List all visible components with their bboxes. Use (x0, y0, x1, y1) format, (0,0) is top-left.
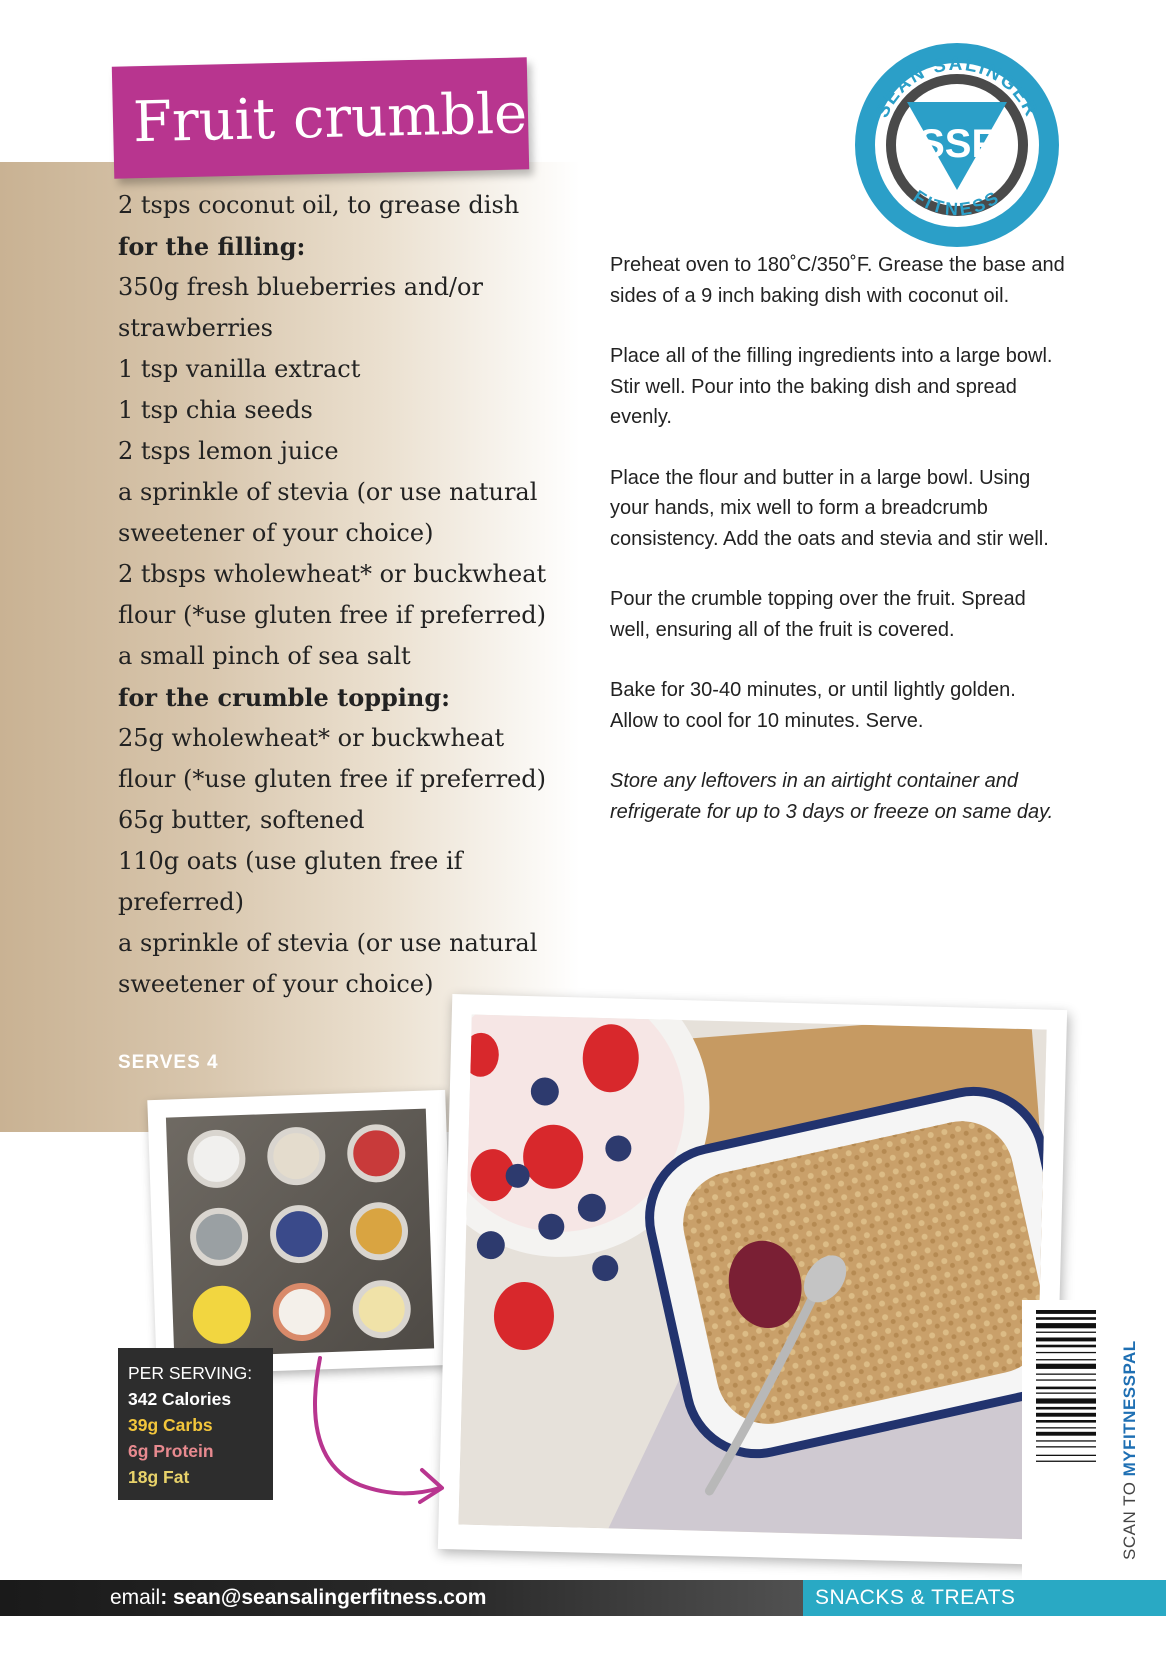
logo-bottom-text: FITNESS (909, 186, 1005, 220)
nutrition-calories: 342 Calories (128, 1389, 232, 1409)
method-step: Place all of the filling ingredients into a large bowl. Stir well. Pour into the baking dish and spread evenly. (610, 345, 1053, 428)
nutrition-protein: 6g Protein (128, 1441, 214, 1461)
ingredient-heading: for the crumble topping: (118, 683, 450, 712)
ingredients-photo (166, 1109, 434, 1358)
scan-to-myfitnesspal (1120, 1340, 1140, 1560)
crumble-photo-illustration (458, 1015, 1046, 1540)
category-label: SNACKS & TREATS (803, 1580, 1166, 1616)
ingredient-line: sweetener of your choice) (118, 519, 434, 547)
ingredient-line: a sprinkle of stevia (or use natural (118, 929, 538, 957)
method-step: Pour the crumble topping over the fruit. Spread well, ensuring all of the fruit is covered. (610, 588, 1026, 641)
method-steps (610, 250, 1065, 857)
ingredient-line: 2 tsps lemon juice (118, 437, 339, 465)
vanilla-bowl (349, 1201, 409, 1261)
footer-email-label: email (110, 1586, 161, 1609)
scan-prefix: SCAN TO (1120, 1476, 1139, 1560)
crumble-photo-frame (438, 994, 1067, 1565)
ingredient-line: 110g oats (use gluten free if (118, 847, 463, 875)
method-step: Place the flour and butter in a large bowl. Using your hands, mix well to form a breadcrumb consistency. Add the oats and stevia and stir well. (610, 466, 1049, 550)
crumble-photo (458, 1015, 1046, 1540)
ingredient-line: 1 tsp vanilla extract (118, 355, 361, 383)
ingredient-line: flour (*use gluten free if preferred) (118, 601, 546, 629)
butter-bowl (352, 1279, 412, 1339)
scan-brand: MYFITNESSPAL (1120, 1340, 1139, 1477)
footer-email-address[interactable]: sean@seansalingerfitness.com (173, 1586, 487, 1609)
ingredient-line: flour (*use gluten free if preferred) (118, 765, 546, 793)
lemon (192, 1285, 252, 1345)
salt-bowl (272, 1282, 332, 1342)
flour-bowl (186, 1129, 246, 1189)
logo-monogram: SSF (918, 122, 996, 166)
title-banner (112, 57, 529, 178)
logo-top-text: SEAN SALINGER (871, 53, 1043, 122)
page-title: Fruit crumble (132, 80, 528, 155)
ingredient-heading: for the filling: (118, 232, 306, 261)
method-step: Preheat oven to 180˚C/350˚F. Grease the base and sides of a 9 inch baking dish with coconut oil. (610, 254, 1065, 307)
storage-note: Store any leftovers in an airtight container and refrigerate for up to 3 days or freeze on same day. (610, 770, 1054, 823)
footer-email (110, 1582, 486, 1614)
ingredient-line: preferred) (118, 888, 244, 916)
nutrition-fat: 18g Fat (128, 1467, 190, 1487)
ingredient-line: a small pinch of sea salt (118, 642, 411, 670)
ingredients-list (118, 185, 568, 1005)
ingredient-line: 65g butter, softened (118, 806, 365, 834)
ingredient-line: sweetener of your choice) (118, 970, 434, 998)
sean-salinger-fitness-logo (852, 40, 1062, 250)
nutrition-label: PER SERVING: (128, 1363, 253, 1383)
blueberries-bowl (269, 1204, 329, 1264)
ingredient-line: 2 tbsps wholewheat* or buckwheat (118, 560, 547, 588)
serves-label: SERVES 4 (118, 1052, 219, 1073)
ingredient-line: 25g wholewheat* or buckwheat (118, 724, 505, 752)
method-step: Bake for 30-40 minutes, or until lightly golden. Allow to cool for 10 minutes. Serve. (610, 679, 1016, 732)
ingredient-line: 1 tsp chia seeds (118, 396, 313, 424)
ingredient-line: 350g fresh blueberries and/or (118, 273, 483, 301)
ingredients-photo-frame (147, 1090, 454, 1375)
strawberries-bowl (346, 1123, 406, 1183)
oats-bowl (266, 1126, 326, 1186)
nutrition-box (118, 1348, 273, 1500)
ingredient-line: 2 tsps coconut oil, to grease dish (118, 191, 520, 219)
ingredient-line: strawberries (118, 314, 273, 342)
pink-arrow-icon (300, 1350, 460, 1510)
footer-email-sep: : (160, 1586, 174, 1609)
nutrition-carbs: 39g Carbs (128, 1415, 213, 1435)
chia-bowl (189, 1207, 249, 1267)
barcode-icon (1036, 1310, 1096, 1570)
ingredient-line: a sprinkle of stevia (or use natural (118, 478, 538, 506)
